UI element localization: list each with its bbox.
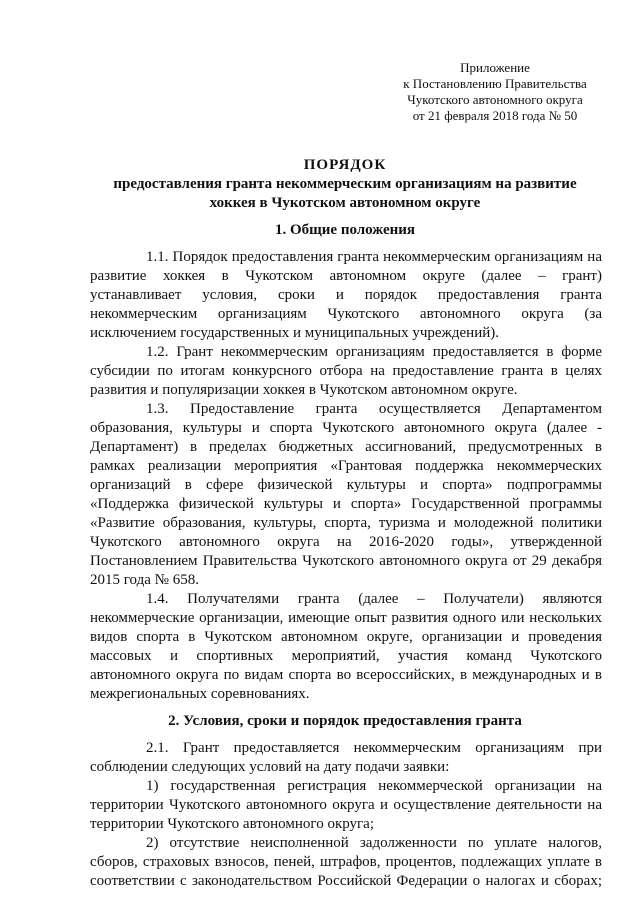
paragraph-line: «Развитие образования, культуры, спорта, туризма и молодежной политики xyxy=(90,515,602,531)
paragraph-line: сборов, страховых взносов, пеней, штрафов, процентов, подлежащих уплате в xyxy=(90,854,602,870)
paragraph-line: 1) государственная регистрация некоммерческой организации на xyxy=(146,778,602,794)
paragraph-line: Департамент) в пределах бюджетных ассигнований, предусмотренных в xyxy=(90,439,602,455)
paragraph-line: межрегиональных соревнованиях. xyxy=(90,686,310,702)
appendix-block xyxy=(380,60,610,124)
paragraph-line: некоммерческие организации, имеющие опыт развития одного или нескольких xyxy=(90,610,602,626)
paragraph-line: 1.1. Порядок предоставления гранта некоммерческим организациям на xyxy=(146,249,602,265)
paragraph-line: 1.2. Грант некоммерческим организациям предоставляется в форме xyxy=(146,344,602,360)
paragraph-line: «Поддержка физической культуры и спорта» Государственной программы xyxy=(90,496,602,512)
paragraph-line: автономного округа по видам спорта во всероссийских, в международных и в xyxy=(90,667,602,683)
paragraph-line: 1.3. Предоставление гранта осуществляется Департаментом xyxy=(146,401,602,417)
paragraph-line: 2) отсутствие неисполненной задолженности по уплате налогов, xyxy=(146,835,602,851)
document-subtitle-line-2: хоккея в Чукотском автономном округе xyxy=(209,195,481,211)
paragraph-line: образования, культуры и спорта Чукотского автономного округа (далее - xyxy=(90,420,602,436)
paragraph-line: видов спорта в Чукотском автономном округе, организации и проведения xyxy=(90,629,602,645)
section-2-heading: 2. Условия, сроки и порядок предоставления гранта xyxy=(168,713,522,729)
paragraph-line: территории Чукотского автономного округа; xyxy=(90,816,375,832)
paragraph-line: массовых и спортивных мероприятий, участия команд Чукотского xyxy=(90,648,602,664)
appendix-line: Чукотского автономного округа xyxy=(407,92,583,107)
paragraph-line: рамках реализации мероприятия «Грантовая поддержка некоммерческих xyxy=(90,458,602,474)
paragraph-line: организаций в сфере физической культуры и спорта» подпрограммы xyxy=(90,477,602,493)
paragraph-line: территории Чукотского автономного округа и осуществление деятельности на xyxy=(90,797,602,813)
appendix-line: Приложение xyxy=(460,60,530,75)
paragraph-line: развития и популяризации хоккея в Чукотском автономном округе. xyxy=(90,382,518,398)
section-1-heading: 1. Общие положения xyxy=(274,222,416,238)
appendix-line: к Постановлению Правительства xyxy=(403,76,587,91)
paragraph-line: соблюдении следующих условий на дату подачи заявки: xyxy=(90,759,450,775)
paragraph-line: некоммерческим организациям Чукотского автономного округа (за xyxy=(90,306,602,322)
document-subtitle-line-1: предоставления гранта некоммерческим организациям на развитие xyxy=(113,176,577,192)
paragraph-line: 2015 года № 658. xyxy=(90,572,199,588)
paragraph-line: Постановлением Правительства Чукотского автономного округа от 29 декабря xyxy=(90,553,602,569)
appendix-line: от 21 февраля 2018 года № 50 xyxy=(412,108,578,123)
paragraph-line: 2.1. Грант предоставляется некоммерческим организациям при xyxy=(146,740,602,756)
document-title: ПОРЯДОК xyxy=(303,157,387,173)
paragraph-line: 1.4. Получателями гранта (далее – Получатели) являются xyxy=(146,591,602,607)
paragraph-line: соответствии с законодательством Российской Федерации о налогах и сборах; xyxy=(90,873,602,889)
paragraph-line: исключением государственных и муниципальных учреждений). xyxy=(90,325,500,341)
paragraph-line: устанавливает условия, сроки и порядок предоставления гранта xyxy=(90,287,602,303)
paragraph-line: развитие хоккея в Чукотском автономном округе (далее – грант) xyxy=(90,268,602,284)
paragraph-line: субсидии по итогам конкурсного отбора на предоставление гранта в целях xyxy=(90,363,602,379)
paragraph-line: Чукотского автономного округа на 2016-2020 годы», утвержденной xyxy=(90,534,602,550)
